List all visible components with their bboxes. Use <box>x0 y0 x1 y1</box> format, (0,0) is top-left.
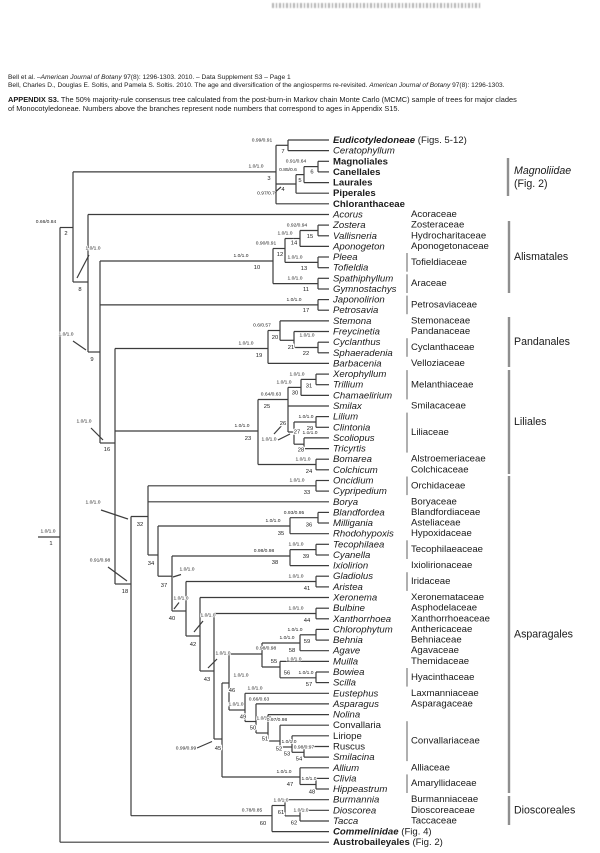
taxon-label: Burmannia <box>333 794 380 806</box>
family-label: Acoraceae <box>411 208 457 220</box>
node-number: 18 <box>121 589 129 595</box>
family-label: Asphodelaceae <box>411 602 478 614</box>
support-value: 1.0/1.0 <box>299 333 315 339</box>
support-value: 1.0/1.0 <box>238 341 254 347</box>
node-number: 55 <box>270 659 278 665</box>
support-value: 1.0/1.0 <box>228 702 244 708</box>
tree-branch <box>173 575 181 578</box>
node-number: 39 <box>302 554 310 560</box>
taxon-label: Laurales <box>333 177 373 189</box>
support-value: 1.0/1.0 <box>298 415 314 420</box>
taxon-label: Eudicotyledoneae (Figs. 5-12) <box>333 134 467 146</box>
family-label: Anthericaceae <box>411 623 473 635</box>
node-number: 56 <box>283 670 291 677</box>
family-label: Asparagaceae <box>411 698 473 710</box>
taxon-label: Chloranthaceae <box>333 198 405 210</box>
order-label: Asparagales <box>514 628 573 641</box>
tree-branch <box>108 567 127 581</box>
support-value: 1.0/1.0 <box>233 673 249 679</box>
node-number: 41 <box>303 586 311 592</box>
taxon-label: Agave <box>333 645 361 657</box>
support-value: 1.0/1.0 <box>289 478 305 484</box>
taxon-label: Acorus <box>333 208 363 220</box>
tree-branch <box>197 742 212 749</box>
node-number: 32 <box>136 522 144 528</box>
taxon-label: Muilla <box>333 655 359 667</box>
taxon-label: Canellales <box>333 166 381 178</box>
node-number: 5 <box>298 178 302 184</box>
node-number: 46 <box>228 688 236 694</box>
taxon-label: Smilacina <box>333 751 375 763</box>
taxon-label: Oncidium <box>333 474 374 486</box>
node-number: 13 <box>300 266 308 272</box>
family-label: Dioscoreaceae <box>411 804 475 816</box>
taxon-label: Smilax <box>333 400 362 412</box>
support-value: 1.0/1.0 <box>85 500 101 506</box>
taxon-label: Cyanella <box>333 549 371 561</box>
taxon-label: Aristea <box>333 581 363 593</box>
node-number: 20 <box>271 335 279 341</box>
node-number: 11 <box>302 287 310 293</box>
node-number: 36 <box>305 522 313 529</box>
taxon-label: Tecophilaea <box>333 538 385 550</box>
node-number: 50 <box>249 725 257 732</box>
family-label: Aponogetonaceae <box>411 240 489 252</box>
taxon-label: Gladiolus <box>333 570 373 582</box>
support-value: 1.0/1.0 <box>273 798 289 804</box>
node-number: 3 <box>267 176 271 182</box>
family-label: Ixiolirionaceae <box>411 560 473 572</box>
node-number: 34 <box>147 561 155 567</box>
node-number: 30 <box>291 390 299 397</box>
node-number: 8 <box>78 287 82 293</box>
node-number: 23 <box>244 436 252 442</box>
support-value: 1.0/1.0 <box>276 380 292 386</box>
family-label: Blandfordiaceae <box>411 506 481 518</box>
taxon-label: Barbacenia <box>333 357 382 369</box>
order-label-fig-ref: (Fig. 2) <box>514 178 548 190</box>
family-label: Cyclanthaceae <box>411 342 475 353</box>
node-number: 28 <box>297 447 305 454</box>
family-label: Burmanniaceae <box>411 794 479 806</box>
support-value: 1.0/1.0 <box>288 542 304 548</box>
support-value: 1.0/1.0 <box>40 529 56 535</box>
family-label: Petrosaviaceae <box>411 299 478 311</box>
node-number: 15 <box>306 234 314 240</box>
taxon-label: Asparagus <box>333 698 379 710</box>
node-number: 19 <box>255 353 263 359</box>
family-label: Iridaceae <box>411 576 451 588</box>
node-number: 61 <box>277 810 285 816</box>
node-number: 43 <box>203 677 211 683</box>
node-number: 24 <box>305 469 313 475</box>
node-number: 16 <box>103 447 111 453</box>
taxon-label: Bomarea <box>333 453 372 465</box>
support-value: 1.0/1.0 <box>247 686 263 692</box>
node-number: 31 <box>305 383 313 390</box>
family-label: Liliaceae <box>411 427 449 439</box>
taxon-label: Allium <box>333 762 360 774</box>
family-label: Alstroemeriaceae <box>411 453 486 465</box>
node-number: 59 <box>303 639 311 645</box>
support-value: 0.99/0.99 <box>175 746 197 752</box>
node-number: 62 <box>290 820 298 827</box>
node-number: 45 <box>214 746 222 752</box>
node-number: 29 <box>306 426 314 432</box>
support-value: 1.0/1.0 <box>289 372 305 378</box>
node-number: 51 <box>261 736 269 743</box>
node-number: 12 <box>276 252 284 258</box>
support-value: 0.97/0.98 <box>266 718 288 723</box>
caption-line-1: APPENDIX S3. The 50% majority-rule consensus tree calculated from the post-burn-in Markov chain Monte Carlo (MCMC) sample of trees for major clades <box>8 95 517 104</box>
family-label: Tecophilaeaceae <box>411 544 484 556</box>
family-label: Stemonaceae <box>411 315 471 327</box>
tree-branch <box>208 659 217 668</box>
taxon-label: Pleea <box>333 251 358 263</box>
node-number: 38 <box>271 560 279 566</box>
support-value: 1.0/1.0 <box>248 164 264 170</box>
family-label: Boryaceae <box>411 496 457 508</box>
tree-branch <box>73 341 86 350</box>
node-number: 49 <box>239 714 247 721</box>
node-number: 37 <box>160 583 168 589</box>
node-number: 60 <box>259 821 267 827</box>
family-label: Amaryllidaceae <box>411 778 477 790</box>
support-value: 0.78/0.85 <box>241 808 263 814</box>
taxon-label: Commelinidae (Fig. 4) <box>333 826 432 838</box>
taxon-label: Freycinetia <box>333 326 380 338</box>
support-value: 1.0/1.0 <box>286 657 302 663</box>
order-label: Liliales <box>514 416 547 428</box>
taxon-label: Xanthorrhoea <box>333 613 392 625</box>
family-label: Xanthorrhoeaceae <box>411 613 490 625</box>
node-number: 57 <box>305 682 313 688</box>
taxon-label: Japonolirion <box>333 294 385 306</box>
support-value: 1.0/1.0 <box>288 606 304 612</box>
taxon-label: Colchicum <box>333 464 378 476</box>
support-value: 1.0/1.0 <box>265 519 281 524</box>
taxon-label: Clintonia <box>333 421 371 433</box>
support-value: 1.0/1.0 <box>281 740 297 745</box>
order-label: Magnoliidae <box>514 165 572 177</box>
node-number: 33 <box>303 490 311 496</box>
taxon-label: Scilla <box>333 677 356 689</box>
taxon-label: Tofieldia <box>333 262 369 274</box>
node-number: 48 <box>308 789 316 796</box>
taxon-label: Dioscorea <box>333 804 377 816</box>
taxon-label: Ruscus <box>333 740 365 752</box>
taxon-label: Xeronema <box>333 592 378 604</box>
taxon-label: Zostera <box>333 219 366 231</box>
taxon-label: Liriope <box>333 730 362 742</box>
taxon-label: Ceratophyllum <box>333 145 395 157</box>
support-value: 0.91/0.98 <box>89 558 111 564</box>
family-label: Velloziaceae <box>411 357 465 369</box>
support-value: 1.0/1.0 <box>179 567 195 573</box>
support-value: 0.91/0.64 <box>285 159 307 165</box>
support-value: 1.0/1.0 <box>173 596 189 602</box>
support-value: 1.0/1.0 <box>276 770 292 775</box>
taxon-label: Cyclanthus <box>333 336 381 348</box>
taxon-label: Eustephus <box>333 687 379 699</box>
node-number: 25 <box>263 404 271 410</box>
support-value: 0.90/0.91 <box>255 241 277 247</box>
taxon-label: Vallisneria <box>333 230 377 242</box>
tree-branch <box>77 255 89 278</box>
node-number: 17 <box>302 308 310 314</box>
support-value: 0.98/0.98 <box>253 549 275 554</box>
taxon-label: Scoliopus <box>333 432 375 444</box>
support-value: 1.0/1.0 <box>287 628 303 633</box>
support-value: 0.98/0.97 <box>293 745 315 751</box>
support-value: 0.66/0.84 <box>35 220 57 225</box>
node-number: 7 <box>281 149 285 155</box>
support-value: 1.0/1.0 <box>233 254 249 259</box>
node-number: 21 <box>287 345 295 351</box>
support-value: 1.0/1.0 <box>293 808 309 814</box>
support-value: 1.0/1.0 <box>286 298 302 303</box>
support-value: 0.6/0.57 <box>253 323 271 329</box>
taxon-label: Chlorophytum <box>333 623 393 635</box>
taxon-label: Spathiphyllum <box>333 272 394 284</box>
tree-branch <box>174 603 179 610</box>
taxon-label: Convallaria <box>333 719 381 731</box>
node-number: 35 <box>277 531 285 537</box>
family-label: Agavaceae <box>411 645 460 657</box>
taxon-label: Behnia <box>333 634 363 646</box>
tree-branch <box>194 621 203 632</box>
family-label: Melanthiaceae <box>411 379 474 391</box>
taxon-label: Magnoliales <box>333 155 388 167</box>
support-value: 0.85/0.6 <box>279 168 297 173</box>
family-label: Zosteraceae <box>411 219 465 231</box>
node-number: 27 <box>293 429 301 436</box>
taxon-label: Gymnostachys <box>333 283 397 295</box>
support-value: 1.0/1.0 <box>256 716 272 722</box>
support-value: 1.0/1.0 <box>279 636 295 641</box>
node-number: 47 <box>286 782 294 788</box>
taxon-label: Austrobaileyales (Fig. 2) <box>333 836 443 848</box>
family-label: Convallariaceae <box>411 735 480 747</box>
node-number: 1 <box>49 541 53 547</box>
support-value: 1.0/1.0 <box>261 437 277 443</box>
family-label: Hyacinthaceae <box>411 671 475 683</box>
taxon-label: Hippeastrum <box>333 783 388 795</box>
support-value: 1.0/1.0 <box>287 276 303 282</box>
node-number: 6 <box>310 169 314 176</box>
family-label: Themidaceae <box>411 655 470 667</box>
taxon-label: Borya <box>333 496 359 508</box>
family-label: Xeronemataceae <box>411 592 485 604</box>
caption-line-2: of Monocotyledoneae. Numbers above the branches represent node numbers that correspond to ages in Appendix S15. <box>8 104 400 114</box>
taxon-label: Ixiolirion <box>333 560 369 572</box>
support-value: 1.0/1.0 <box>298 671 314 676</box>
family-label: Tofieldiaceae <box>411 256 468 268</box>
family-label: Smilacaceae <box>411 400 466 412</box>
node-number: 44 <box>303 618 311 624</box>
support-value: 1.0/1.0 <box>288 574 304 580</box>
taxon-label: Tacca <box>333 815 359 827</box>
taxon-label: Bulbine <box>333 602 366 614</box>
taxon-label: Sphaeradenia <box>333 347 393 359</box>
support-value: 1.0/1.0 <box>277 231 293 237</box>
taxon-label: Bowiea <box>333 666 365 678</box>
order-label: Dioscoreales <box>514 804 576 817</box>
node-number: 40 <box>168 616 176 622</box>
taxon-label: Cypripedium <box>333 485 387 497</box>
taxon-label: Lilium <box>333 411 359 423</box>
node-number: 2 <box>64 231 68 237</box>
support-value: 1.0/1.0 <box>85 246 101 252</box>
support-value: 0.97/0.7 <box>257 191 275 197</box>
node-number: 14 <box>290 240 298 247</box>
support-value: 1.0/1.0 <box>58 332 74 338</box>
support-value: 1.0/1.0 <box>302 431 318 436</box>
order-label: Pandanales <box>514 336 570 348</box>
family-label: Orchidaceae <box>411 480 466 492</box>
taxon-label: Piperales <box>333 187 376 199</box>
node-number: 10 <box>253 265 261 271</box>
family-label: Alliaceae <box>411 762 450 774</box>
taxon-label: Stemona <box>333 315 372 327</box>
taxon-label: Petrosavia <box>333 304 379 316</box>
tree-branch <box>278 434 290 440</box>
support-value: 0.98/0.98 <box>255 646 277 652</box>
taxon-label: Xerophyllum <box>333 368 387 380</box>
taxon-label: Nolina <box>333 709 361 721</box>
tree-branch <box>91 428 103 440</box>
node-number: 53 <box>283 751 291 758</box>
support-value: 0.92/0.94 <box>286 223 308 229</box>
family-label: Behniaceae <box>411 634 462 646</box>
support-value: 0.64/0.63 <box>260 392 282 398</box>
family-label: Hypoxidaceae <box>411 528 472 540</box>
family-label: Laxmanniaceae <box>411 687 479 699</box>
taxon-label: Rhodohypoxis <box>333 528 394 540</box>
support-value: 1.0/1.0 <box>301 777 317 782</box>
taxon-label: Chamaelirium <box>333 389 393 401</box>
support-value: 0.66/0.63 <box>248 697 270 703</box>
family-label: Asteliaceae <box>411 517 461 529</box>
citation-line-1: Bell et al. –American Journal of Botany 97(8): 1296-1303. 2010. – Data Supplement S3 – Page 1 <box>8 74 291 81</box>
citation-line-2: Bell, Charles D., Douglas E. Soltis, and Pamela S. Soltis. 2010. The age and diversification of the angiosperms re-revisited. American Journal of Botany 97(8): 1296-1303. <box>8 82 505 90</box>
support-value: 1.0/1.0 <box>234 424 250 429</box>
support-value: 0.93/0.95 <box>283 511 305 516</box>
support-value: 0.99/0.91 <box>251 138 273 144</box>
support-value: 1.0/1.0 <box>287 255 303 261</box>
taxon-label: Blandfordea <box>333 506 385 518</box>
taxon-label: Clivia <box>333 772 357 784</box>
family-label: Hydrocharitaceae <box>411 230 487 242</box>
node-number: 42 <box>189 642 197 648</box>
support-value: 1.0/1.0 <box>295 457 311 463</box>
support-value: 1.0/1.0 <box>200 613 216 619</box>
node-number: 54 <box>295 756 303 763</box>
node-number: 26 <box>279 421 287 427</box>
family-label: Taccaceae <box>411 815 457 827</box>
node-number: 9 <box>90 357 94 363</box>
node-number: 22 <box>302 351 310 357</box>
node-number: 58 <box>288 648 296 654</box>
taxon-label: Trillium <box>333 379 364 391</box>
support-value: 1.0/1.0 <box>76 419 92 425</box>
family-label: Araceae <box>411 278 447 290</box>
taxon-label: Milligania <box>333 517 373 529</box>
node-number: 4 <box>281 187 285 193</box>
support-value: 1.0/1.0 <box>215 651 231 657</box>
taxon-label: Tricyrtis <box>333 443 366 455</box>
taxon-label: Aponogeton <box>333 240 385 252</box>
family-label: Colchicaceae <box>411 464 469 476</box>
order-label: Alismatales <box>514 251 569 263</box>
family-label: Pandanaceae <box>411 326 471 338</box>
node-number: 52 <box>275 746 283 753</box>
